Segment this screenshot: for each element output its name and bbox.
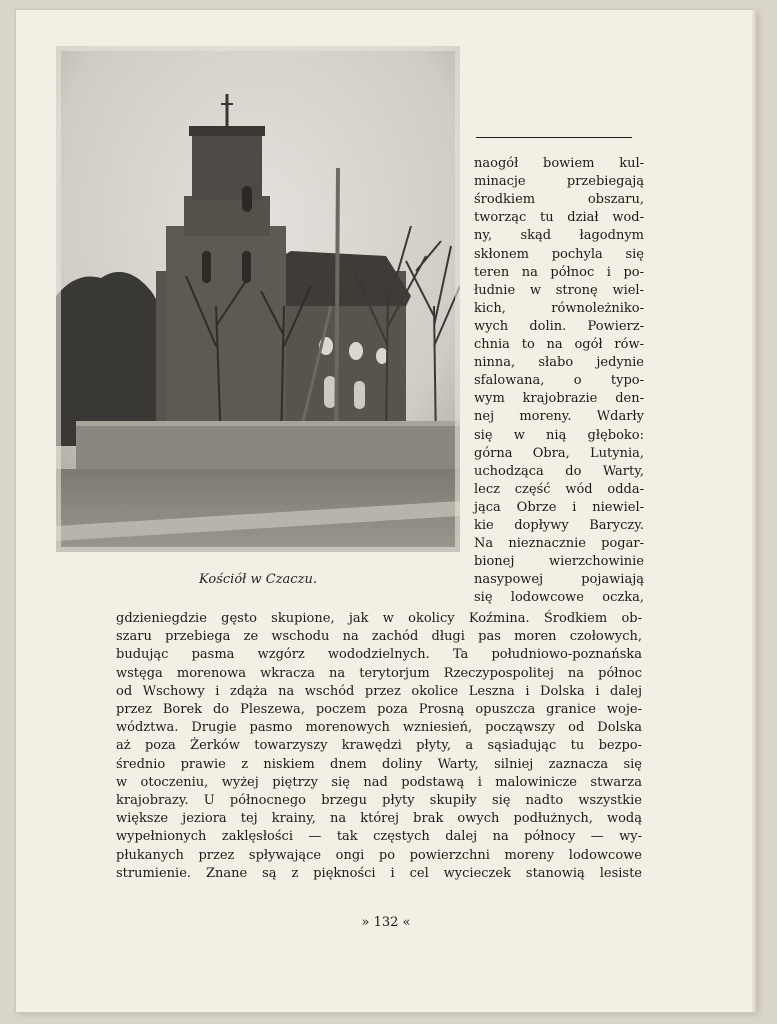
body-text-line: płukanych przez spływające ongi po powierzchni moreny lodowcowe [116,847,642,863]
body-text-line: krajobrazy. U północnego brzegu płyty skupiły się nadto wszystkie [116,793,642,808]
column-text-line: nasypowej pojawiają [474,572,644,588]
body-text-line: budując pasma wzgórz wododzielnych. Ta południowo-poznańska [116,647,642,663]
column-text-line: wych dolin. Powierz- [474,318,644,334]
column-text-line: tworząc tu dział wod- [474,210,644,226]
column-text-line: nej moreny. Wdarły [474,409,644,425]
column-text-line: się w nią głęboko: [474,427,644,443]
book-page [16,10,756,1012]
figure-caption: Kościół w Czaczu. [199,572,317,587]
body-text-line: szaru przebiega ze wschodu na zachód długi pas moren czołowych, [116,629,642,645]
column-text-line: kie dopływy Baryczy. [474,518,644,533]
column-text-line: ninna, słabo jedynie [474,355,644,371]
page-edge [752,10,756,1012]
column-text-line: chnia to na ogół rów- [474,337,644,352]
column-text-line: naogół bowiem kul- [474,156,644,171]
column-text-line: jąca Obrze i niewiel- [474,499,644,515]
body-text-line: w otoczeniu, wyżej piętrzy się nad podstawą i malowinicze stwarza [116,774,642,790]
column-text-line: kich, równoleżniko- [474,300,644,316]
column-text-line: wym krajobrazie den- [474,391,644,407]
page-number: » 132 « [361,915,411,930]
column-text-line: się lodowcowe oczka, [474,590,644,606]
body-text-line: wypełnionych zaklęsłości — tak częstych dalej na północy — wy- [116,829,642,845]
column-text-line: minacje przebiegają [474,174,644,190]
church-photograph [56,46,460,552]
body-text-line: większe jeziora tej krainy, na której brak owych podłużnych, wodą [116,811,642,827]
column-text-line: skłonem pochyla się [474,246,644,262]
body-text-line: średnio prawie z niskiem dnem doliny Warty, silniej zaznacza się [116,756,642,772]
body-text-line: aż poza Żerków towarzyszy krawędzi płyty, a sąsiadując tu bezpo- [116,738,642,754]
column-text-line: górna Obra, Lutynia, [474,445,644,461]
body-text-line: od Wschowy i zdąża na wschód przez okolice Leszna i Dolska i dalej [116,683,642,699]
column-text-line: ny, skąd łagodnym [474,228,644,244]
column-text-line: sfalowana, o typo- [474,373,644,389]
body-text-line: strumienie. Znane są z piękności i cel wycieczek stanowią lesiste [116,865,642,881]
column-rule [476,137,632,138]
body-text-line: wstęga morenowa wkracza na terytorjum Rzeczypospolitej na północ [116,665,642,681]
column-text-line: lecz część wód odda- [474,481,644,497]
column-text-line: uchodząca do Warty, [474,463,644,479]
body-text-line: przez Borek do Pleszewa, poczem poza Prosną opuszcza granice woje- [116,702,642,717]
column-text-line: teren na północ i po- [474,264,644,280]
body-text-line: gdzieniegdzie gęsto skupione, jak w okolicy Koźmina. Środkiem ob- [116,611,642,626]
column-text-line: bionej wierzchowinie [474,554,644,570]
body-text-line: wództwa. Drugie pasmo morenowych wzniesień, począwszy od Dolska [116,720,642,736]
column-text-line: Na nieznacznie pogar- [474,536,644,552]
column-text-line: środkiem obszaru, [474,192,644,208]
column-text-line: łudnie w stronę wiel- [474,282,644,298]
